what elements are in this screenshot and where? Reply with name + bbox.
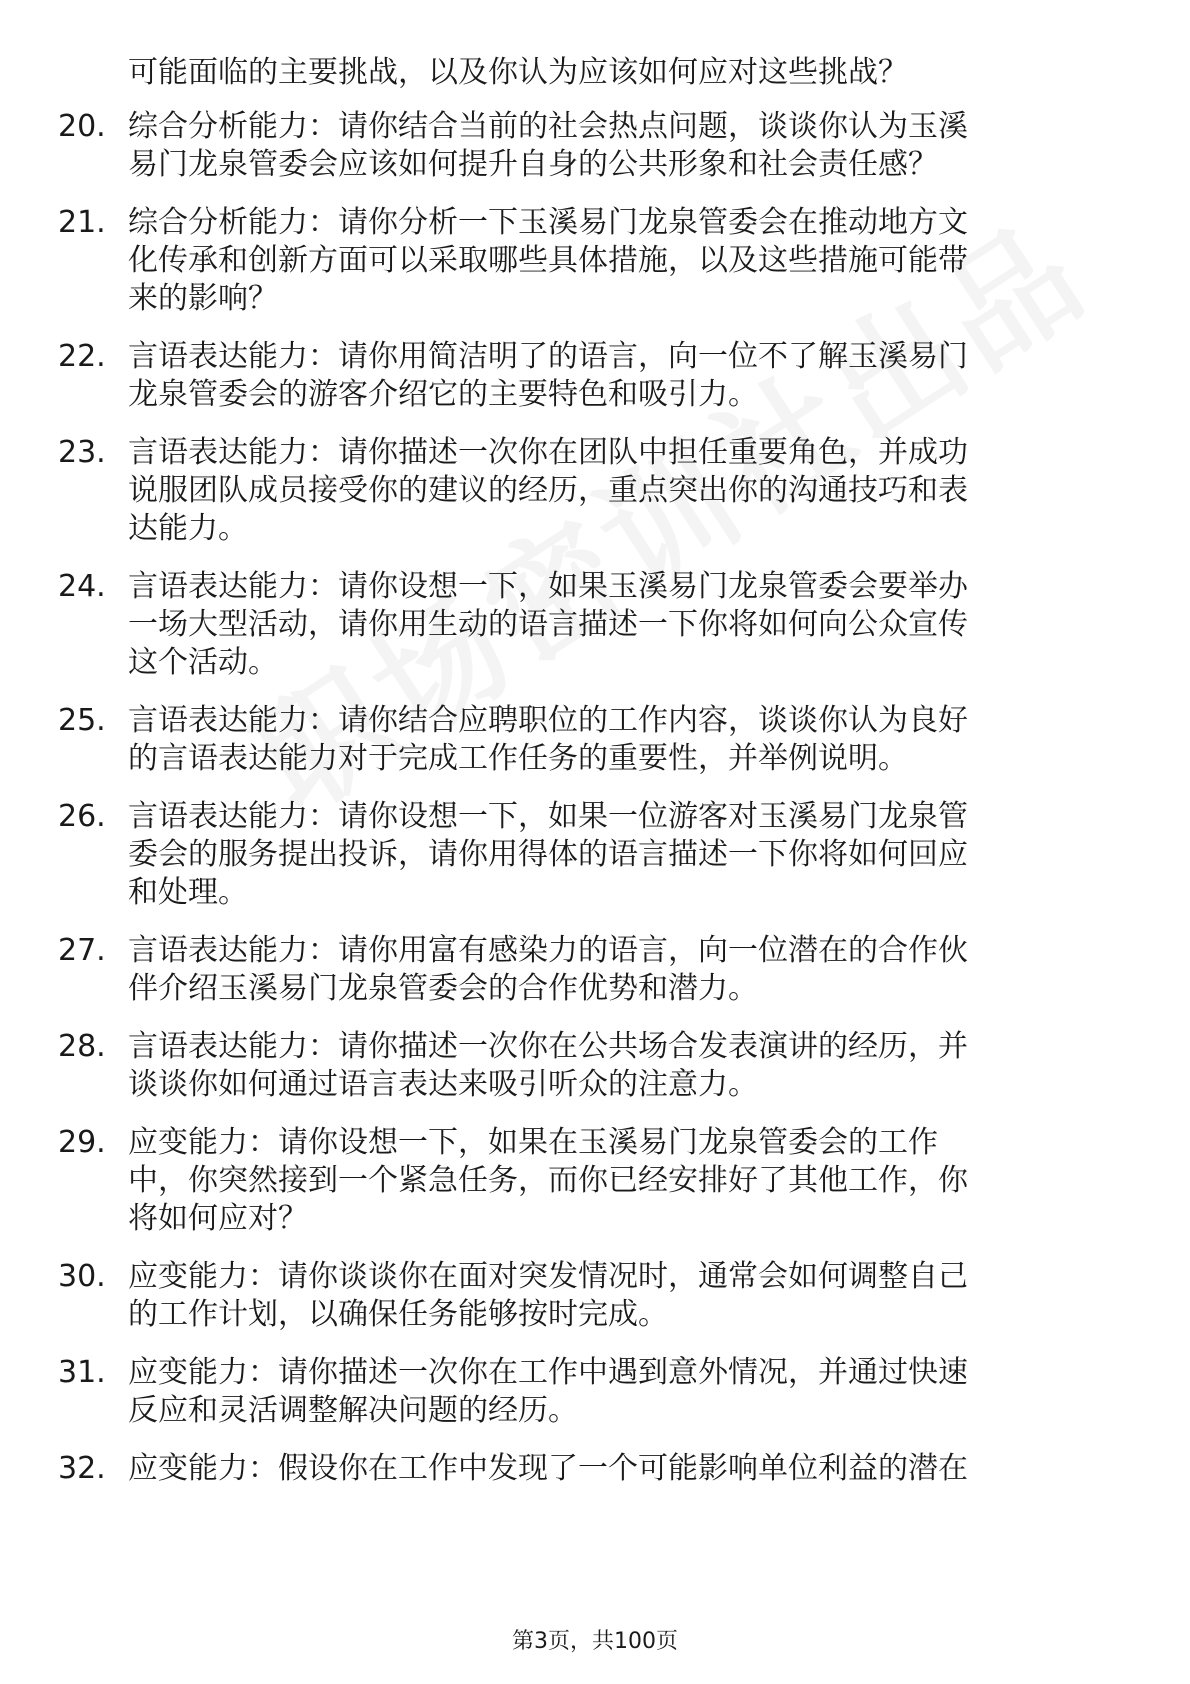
question-text-line: 言语表达能力：请你设想一下，如果一位游客对玉溪易门龙泉管: [128, 799, 968, 834]
question-text-line: 委会的服务提出投诉，请你用得体的语言描述一下你将如何回应: [128, 837, 968, 872]
question-text-line: 言语表达能力：请你描述一次你在公共场合发表演讲的经历，并: [128, 1029, 968, 1064]
question-text-line: 易门龙泉管委会应该如何提升自身的公共形象和社会责任感？: [128, 147, 938, 182]
question-text: [128, 1028, 1118, 1104]
question-text-line: 综合分析能力：请你分析一下玉溪易门龙泉管委会在推动地方文: [128, 205, 968, 240]
question-number: 22.: [58, 339, 106, 374]
question-number: 21.: [58, 205, 106, 240]
question-text-line: 的工作计划，以确保任务能够按时完成。: [128, 1297, 668, 1332]
question-text-line: 达能力。: [128, 511, 248, 546]
question-text: [128, 434, 1118, 548]
question-number: 27.: [58, 933, 106, 968]
question-number: 29.: [58, 1125, 106, 1160]
question-number: 24.: [58, 569, 106, 604]
question-text-line: 伴介绍玉溪易门龙泉管委会的合作优势和潜力。: [128, 971, 758, 1006]
question-text-line: 将如何应对？: [128, 1201, 308, 1236]
question-number: 30.: [58, 1259, 106, 1294]
question-number: 28.: [58, 1029, 106, 1064]
question-text: [128, 568, 1118, 682]
question-text-line: 应变能力：假设你在工作中发现了一个可能影响单位利益的潜在: [128, 1451, 968, 1486]
question-text-line: 化传承和创新方面可以采取哪些具体措施，以及这些措施可能带: [128, 243, 968, 278]
question-text: [128, 798, 1118, 912]
question-number: 31.: [58, 1355, 106, 1390]
question-text-line: 一场大型活动，请你用生动的语言描述一下你将如何向公众宣传: [128, 607, 968, 642]
question-text: [128, 932, 1118, 1008]
question-text-line: 言语表达能力：请你设想一下，如果玉溪易门龙泉管委会要举办: [128, 569, 968, 604]
question-number: 23.: [58, 435, 106, 470]
question-text-line: 言语表达能力：请你描述一次你在团队中担任重要角色，并成功: [128, 435, 968, 470]
question-text: [128, 108, 1118, 184]
question-text-line: 谈谈你如何通过语言表达来吸引听众的注意力。: [128, 1067, 758, 1102]
page-number: 第3页，共100页: [512, 1629, 678, 1654]
question-text-line: 说服团队成员接受你的建议的经历，重点突出你的沟通技巧和表: [128, 473, 968, 508]
question-text: [128, 1124, 1118, 1238]
question-text-line: 应变能力：请你设想一下，如果在玉溪易门龙泉管委会的工作: [128, 1125, 938, 1160]
question-text-line: 应变能力：请你描述一次你在工作中遇到意外情况，并通过快速: [128, 1355, 968, 1390]
question-number: 32.: [58, 1451, 106, 1486]
question-text-line: 言语表达能力：请你用富有感染力的语言，向一位潜在的合作伙: [128, 933, 968, 968]
question-text: [128, 702, 1118, 778]
continuation-text: 可能面临的主要挑战，以及你认为应该如何应对这些挑战？: [128, 55, 908, 90]
question-text: [128, 1450, 1118, 1488]
question-text-line: 和处理。: [128, 875, 248, 910]
question-text-line: 言语表达能力：请你用简洁明了的语言，向一位不了解玉溪易门: [128, 339, 968, 374]
question-number: 20.: [58, 109, 106, 144]
question-text-line: 应变能力：请你谈谈你在面对突发情况时，通常会如何调整自己: [128, 1259, 968, 1294]
question-text-line: 言语表达能力：请你结合应聘职位的工作内容，谈谈你认为良好: [128, 703, 968, 738]
question-text: [128, 204, 1118, 318]
question-text: [128, 1354, 1118, 1430]
question-text-line: 综合分析能力：请你结合当前的社会热点问题，谈谈你认为玉溪: [128, 109, 968, 144]
question-text-line: 中，你突然接到一个紧急任务，而你已经安排好了其他工作，你: [128, 1163, 968, 1198]
question-text-line: 龙泉管委会的游客介绍它的主要特色和吸引力。: [128, 377, 758, 412]
question-text: [128, 1258, 1118, 1334]
question-text-line: 来的影响？: [128, 281, 278, 316]
question-number: 26.: [58, 799, 106, 834]
question-text-line: 的言语表达能力对于完成工作任务的重要性，并举例说明。: [128, 741, 908, 776]
question-text-line: 这个活动。: [128, 645, 278, 680]
question-text: [128, 338, 1118, 414]
question-text-line: 反应和灵活调整解决问题的经历。: [128, 1393, 578, 1428]
question-number: 25.: [58, 703, 106, 738]
